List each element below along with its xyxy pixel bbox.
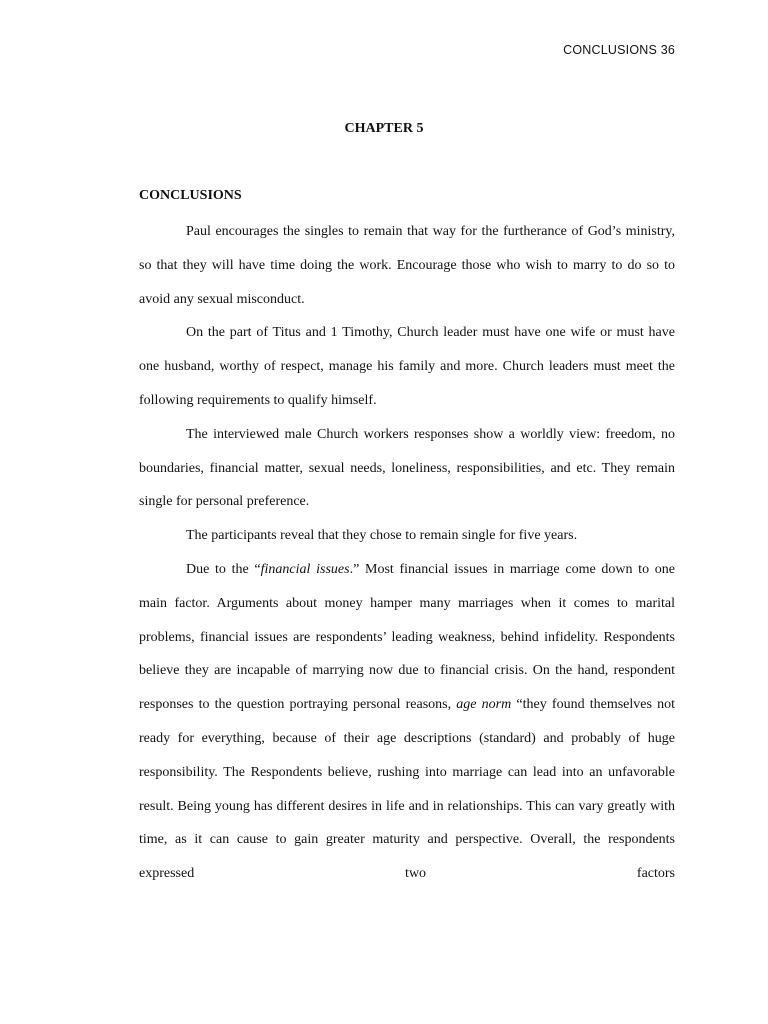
text-run: “they found themselves not ready for everything, because of their age descriptions (standard) and probably of huge responsibility. The Respondents believe, rushing into marriage can lead into an unfavorable result. Being young has different desires in life and in relationships. This can vary greatly with time, as it can cause to gain greater maturity and perspective. Overall, the respondents expressed two factors	[139, 697, 676, 882]
running-head: CONCLUSIONS 36	[563, 43, 675, 57]
italic-term: age norm	[456, 697, 512, 713]
paragraph: Paul encourages the singles to remain that way for the furtherance of God’s ministry, so that they will have time doing the work. Encourage those who wish to marry to do so to avoid any sexual misconduct.	[139, 224, 675, 307]
italic-term: financial issues	[260, 561, 350, 577]
paragraph	[139, 553, 675, 891]
body-text	[139, 215, 675, 891]
paragraph: The interviewed male Church workers responses show a worldly view: freedom, no boundaries, financial matter, sexual needs, loneliness, responsibilities, and etc. They remain single for personal preference.	[139, 426, 675, 510]
text-run: .” Most financial issues in marriage come down to one main factor. Arguments about money hamper many marriages when it comes to marital problems, financial issues are respondents’ leading weakness, behind infidelity. Respondents believe they are incapable of marrying now due to financial crisis. On the hand, respondent responses to the question portraying personal reasons,	[139, 561, 675, 713]
paragraph: The participants reveal that they chose to remain single for five years.	[186, 528, 578, 544]
section-heading: CONCLUSIONS	[139, 188, 242, 203]
chapter-heading: CHAPTER 5	[344, 121, 424, 136]
text-run: Due to the “	[186, 561, 261, 577]
paragraph: On the part of Titus and 1 Timothy, Church leader must have one wife or must have one husband, worthy of respect, manage his family and more. Church leaders must meet the following requirements to qualify himself.	[139, 325, 675, 408]
